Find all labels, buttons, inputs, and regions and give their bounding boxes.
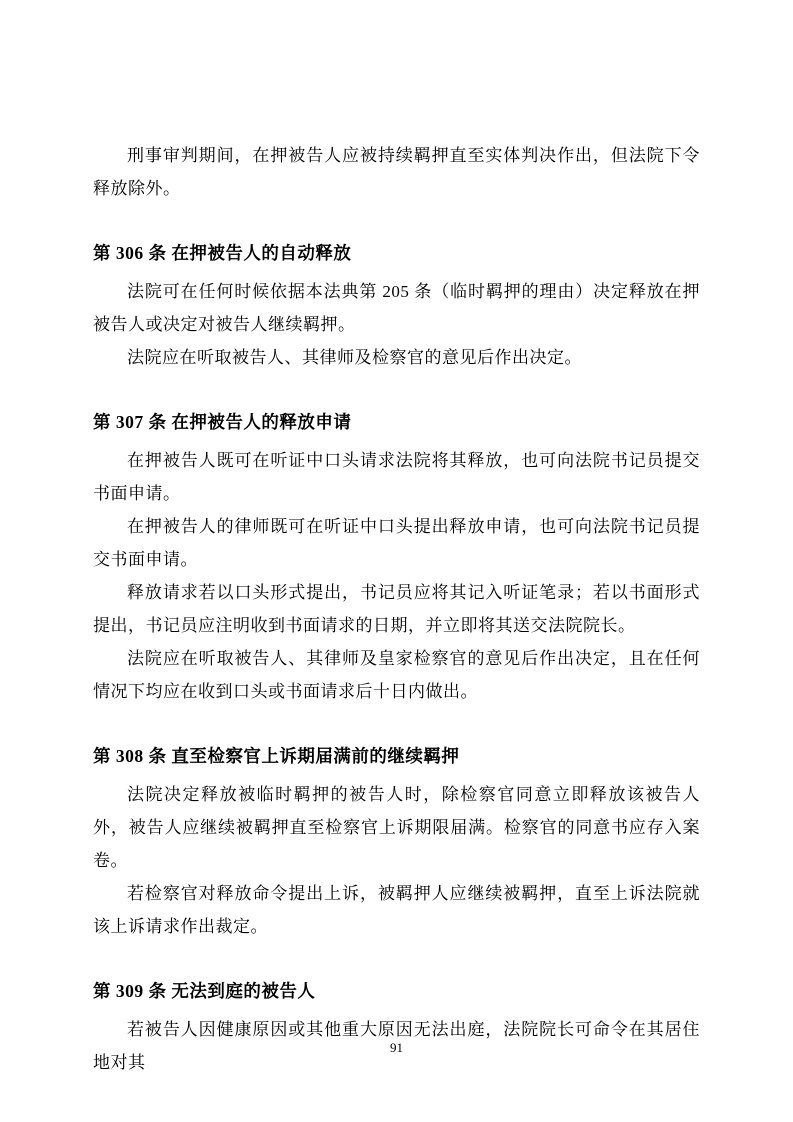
section-heading: 第 309 条 无法到庭的被告人 (93, 981, 316, 1001)
section-paragraph: 在押被告人的律师既可在听证中口头提出释放申请，也可向法院书记员提交书面申请。 (93, 517, 700, 569)
section-paragraph: 在押被告人既可在听证中口头请求法院将其释放，也可向法院书记员提交书面申请。 (93, 451, 700, 503)
document-body (93, 0, 700, 1079)
page-number: 91 (390, 1040, 403, 1055)
section-paragraph: 若检察官对释放命令提出上诉，被羁押人应继续被羁押，直至上诉法院就该上诉请求作出裁定。 (93, 884, 700, 936)
section-paragraph: 法院可在任何时候依据本法典第 205 条（临时羁押的理由）决定释放在押被告人或决定对被告人继续羁押。 (93, 282, 700, 334)
section-paragraph: 若被告人因健康原因或其他重大原因无法出庭，法院院长可命令在其居住地对其 (93, 1020, 700, 1072)
section-paragraph: 法院决定释放被临时羁押的被告人时，除检察官同意立即释放该被告人外，被告人应继续被羁押直至检察官上诉期限届满。检察官的同意书应存入案卷。 (93, 785, 700, 870)
section-heading: 第 306 条 在押被告人的自动释放 (93, 243, 352, 263)
section-heading: 第 307 条 在押被告人的释放申请 (93, 412, 352, 432)
section-paragraph: 释放请求若以口头形式提出，书记员应将其记入听证笔录；若以书面形式提出，书记员应注明收到书面请求的日期，并立即将其送交法院院长。 (93, 583, 700, 635)
page-footer (0, 1040, 793, 1056)
section-heading: 第 308 条 直至检察官上诉期届满前的继续羁押 (93, 746, 460, 766)
intro-paragraph: 刑事审判期间，在押被告人应被持续羁押直至实体判决作出，但法院下令释放除外。 (93, 146, 700, 198)
section-paragraph: 法院应在听取被告人、其律师及皇家检察官的意见后作出决定，且在任何情况下均应在收到口头或书面请求后十日内做出。 (93, 649, 700, 701)
section-paragraph: 法院应在听取被告人、其律师及检察官的意见后作出决定。 (127, 348, 582, 367)
